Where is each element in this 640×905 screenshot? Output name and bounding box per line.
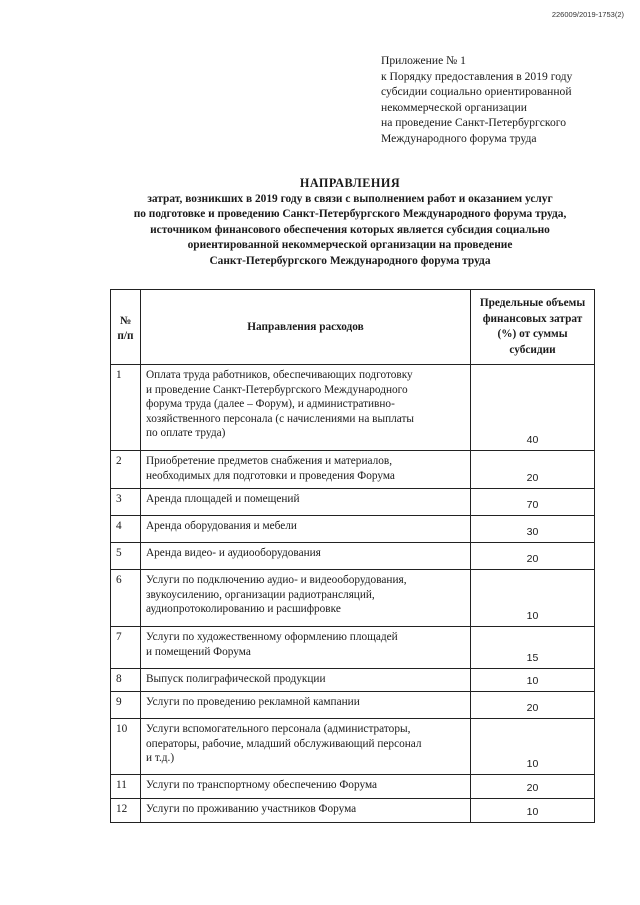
table-header-row — [111, 290, 595, 365]
row-direction-line: и проведение Санкт-Петербургского Международного — [146, 383, 408, 396]
row-number: 11 — [111, 775, 141, 799]
table-row — [111, 365, 595, 451]
appendix-line: на проведение Санкт-Петербургского — [381, 116, 567, 130]
table-row — [111, 775, 595, 799]
row-direction-line: Оплата труда работников, обеспечивающих подготовку — [146, 369, 413, 381]
row-number: 2 — [111, 451, 141, 489]
row-percent: 10 — [471, 719, 595, 775]
row-direction-line: Услуги по проведению рекламной кампании — [146, 696, 360, 708]
row-direction — [141, 627, 471, 669]
header-limit-line: Предельные объемы — [479, 297, 586, 309]
title-line: затрат, возникших в 2019 году в связи с выполнением работ и оказанием услуг — [147, 192, 553, 205]
row-direction-line: звукоусилению, организации радиотрансляций, — [146, 588, 375, 601]
row-direction — [141, 775, 471, 799]
row-direction-line: Аренда площадей и помещений — [146, 493, 300, 505]
header-number-line: № — [119, 315, 132, 327]
row-direction-line: Приобретение предметов снабжения и материалов, — [146, 455, 393, 467]
row-percent: 20 — [471, 692, 595, 719]
row-number: 7 — [111, 627, 141, 669]
row-percent: 20 — [471, 775, 595, 799]
row-direction-line: Услуги по художественному оформлению площадей — [146, 631, 398, 643]
row-direction-line: Услуги по подключению аудио- и видеооборудования, — [146, 574, 407, 586]
row-number: 4 — [111, 516, 141, 543]
title-line: источником финансового обеспечения которых является субсидия социально — [150, 223, 550, 236]
row-number: 8 — [111, 669, 141, 692]
row-direction-line: необходимых для подготовки и проведения Форума — [146, 469, 395, 482]
row-direction-line: и т.д.) — [146, 752, 175, 765]
header-number — [111, 290, 141, 365]
row-percent: 20 — [471, 451, 595, 489]
table-row — [111, 669, 595, 692]
row-percent: 70 — [471, 489, 595, 516]
row-percent: 40 — [471, 365, 595, 451]
row-number: 5 — [111, 543, 141, 570]
row-percent: 20 — [471, 543, 595, 570]
title-line: по подготовке и проведению Санкт-Петербургского Международного форума труда, — [133, 208, 567, 221]
row-direction — [141, 570, 471, 627]
expense-table — [110, 289, 595, 823]
row-direction — [141, 719, 471, 775]
row-direction — [141, 669, 471, 692]
row-direction-line: Аренда оборудования и мебели — [146, 520, 297, 532]
row-number: 6 — [111, 570, 141, 627]
row-direction-line: Услуги по транспортному обеспечению Форума — [146, 779, 378, 791]
appendix-line: к Порядку предоставления в 2019 году — [381, 69, 573, 83]
row-direction — [141, 451, 471, 489]
row-direction — [141, 365, 471, 451]
document-title — [70, 176, 630, 270]
row-direction-line: аудиопротоколированию и расшифровке — [146, 603, 341, 616]
appendix-line: Международного форума труда — [381, 131, 537, 145]
row-number: 9 — [111, 692, 141, 719]
header-limit-line: (%) от суммы — [497, 328, 568, 340]
header-number-line: п/п — [117, 330, 134, 342]
header-limit-line: субсидии — [509, 343, 556, 356]
row-percent: 10 — [471, 799, 595, 823]
appendix-note — [381, 53, 626, 147]
row-direction-line: операторы, рабочие, младший обслуживающий персонал — [146, 737, 422, 750]
row-direction — [141, 516, 471, 543]
row-direction-line: Услуги вспомогательного персонала (администраторы, — [146, 723, 411, 735]
row-direction-line: Выпуск полиграфической продукции — [146, 673, 326, 685]
header-direction: Направления расходов — [141, 290, 471, 365]
table-row — [111, 516, 595, 543]
title-line: Санкт-Петербургского Международного форума труда — [209, 254, 491, 267]
row-number: 12 — [111, 799, 141, 823]
table-row — [111, 719, 595, 775]
header-limit — [471, 290, 595, 365]
table-row — [111, 570, 595, 627]
table-row — [111, 627, 595, 669]
row-direction-line: Аренда видео- и аудиооборудования — [146, 547, 321, 559]
appendix-line: Приложение № 1 — [381, 54, 466, 67]
row-percent: 10 — [471, 669, 595, 692]
appendix-line: некоммерческой организации — [381, 100, 527, 114]
row-direction-line: хозяйственного персонала (с начислениями на выплаты — [146, 412, 415, 425]
table-row — [111, 692, 595, 719]
row-direction-line: и помещений Форума — [146, 645, 251, 658]
table-row — [111, 489, 595, 516]
row-percent: 30 — [471, 516, 595, 543]
row-percent: 10 — [471, 570, 595, 627]
title-line: ориентированной некоммерческой организации на проведение — [187, 239, 513, 252]
row-direction — [141, 692, 471, 719]
row-direction-line: Услуги по проживанию участников Форума — [146, 803, 357, 815]
row-direction — [141, 489, 471, 516]
row-number: 10 — [111, 719, 141, 775]
row-direction-line: форума труда (далее – Форум), и административно- — [146, 398, 395, 411]
table-row — [111, 543, 595, 570]
header-limit-line: финансовых затрат — [482, 312, 583, 325]
row-direction — [141, 799, 471, 823]
row-number: 3 — [111, 489, 141, 516]
row-direction — [141, 543, 471, 570]
row-number: 1 — [111, 365, 141, 451]
table-row — [111, 799, 595, 823]
row-direction-line: по оплате труда) — [146, 427, 226, 440]
appendix-line: субсидии социально ориентированной — [381, 85, 572, 99]
title-heading: НАПРАВЛЕНИЯ — [299, 176, 401, 190]
table-row — [111, 451, 595, 489]
document-id: 226009/2019-1753(2) — [551, 10, 624, 19]
row-percent: 15 — [471, 627, 595, 669]
